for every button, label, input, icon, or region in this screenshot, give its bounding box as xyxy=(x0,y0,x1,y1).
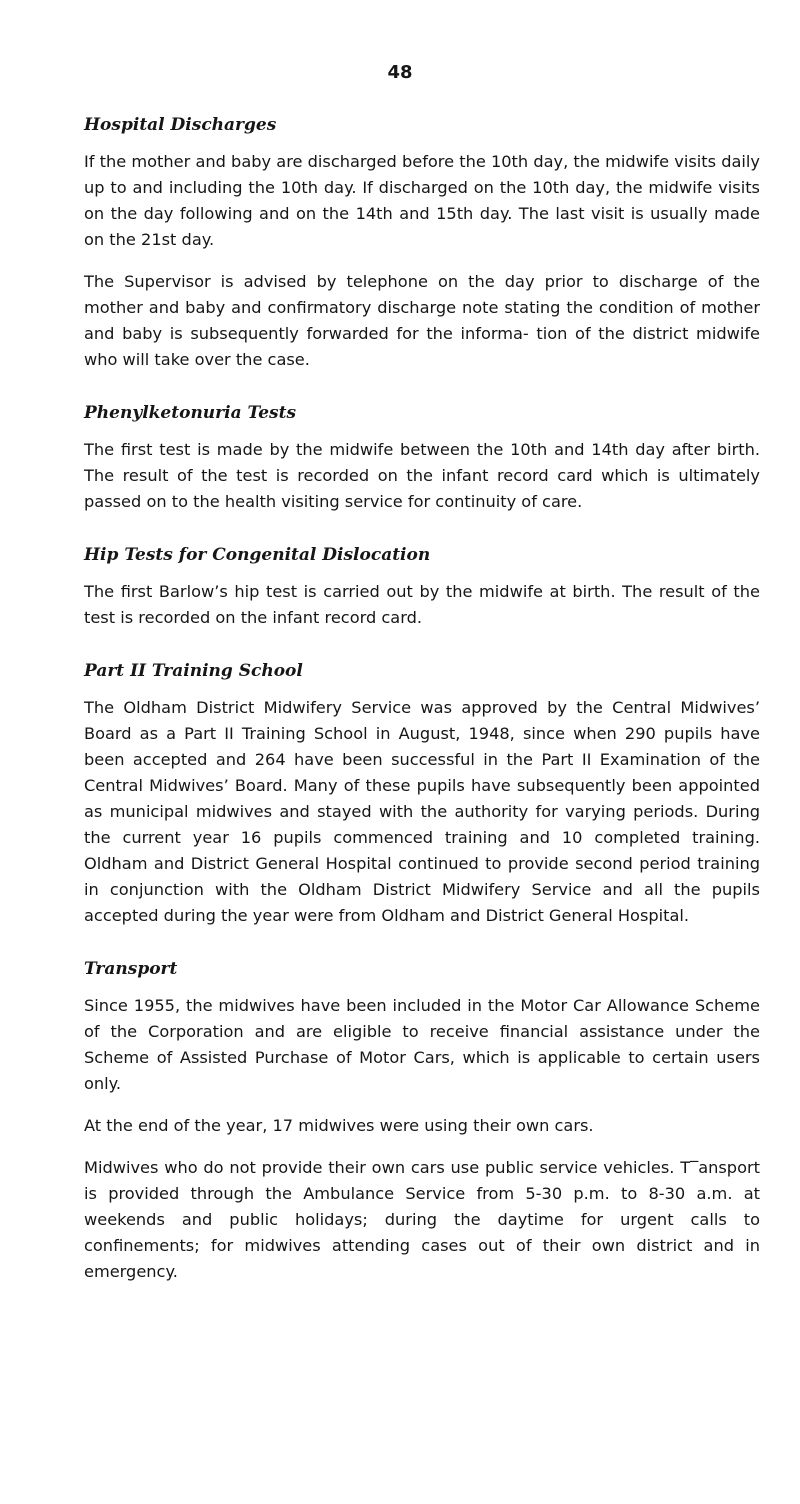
paragraph: The Oldham District Midwifery Service was approved by the Central Midwives’ Board as a Part II Training School in August, 1948, since when 290 pupils have been accepted and 264 have been successful in the Part II Examination of the Central Midwives’ Board. Many of these pupils have subsequently been appointed as municipal midwives and stayed with the authority for varying periods. During the current year 16 pupils commenced training and 10 completed training. Oldham and District General Hospital continued to provide second period training in conjunction with the Oldham District Midwifery Service and all the pupils accepted during the year were from Oldham and District General Hospital. xyxy=(84,698,760,925)
section-hospital-discharges xyxy=(84,112,760,373)
page-number: 48 xyxy=(387,62,413,83)
section-part-ii-training-school xyxy=(84,658,760,929)
paragraph: If the mother and baby are discharged before the 10th day, the midwife visits daily up to and including the 10th day. If discharged on the 10th day, the midwife visits on the day following and on the 14th and 15th day. The last visit is usually made on the 21st day. xyxy=(84,152,760,249)
section-heading: Hospital Discharges xyxy=(84,115,277,135)
paragraph: Since 1955, the midwives have been included in the Motor Car Allowance Scheme of the Corporation and are eligible to receive financial assistance under the Scheme of Assisted Purchase of Motor Cars, which is applicable to certain users only. xyxy=(84,996,760,1093)
paragraph: At the end of the year, 17 midwives were using their own cars. xyxy=(84,1116,594,1135)
section-hip-tests xyxy=(84,542,760,631)
section-transport xyxy=(84,956,760,1285)
paragraph: The first test is made by the midwife between the 10th and 14th day after birth. The result of the test is recorded on the infant record card which is ultimately passed on to the health visiting service for continuity of care. xyxy=(84,440,760,511)
section-phenylketonuria-tests xyxy=(84,400,760,515)
paragraph: The first Barlow’s hip test is carried out by the midwife at birth. The result of the test is recorded on the infant record card. xyxy=(84,582,760,627)
section-heading: Transport xyxy=(84,959,178,979)
paragraph: Midwives who do not provide their own cars use public service vehicles. T‾ansport is provided through the Ambulance Service from 5-30 p.m. to 8-30 a.m. at weekends and public holidays; during the daytime for urgent calls to confinements; for midwives attending cases out of their own district and in emergency. xyxy=(84,1158,760,1281)
paragraph: The Supervisor is advised by telephone on the day prior to discharge of the mother and baby and confirmatory discharge note stating the condition of mother and baby is subsequently forwarded for the informa- tion of the district midwife who will take over the case. xyxy=(84,272,760,369)
section-heading: Part II Training School xyxy=(84,661,303,681)
section-heading: Hip Tests for Congenital Dislocation xyxy=(84,545,431,565)
section-heading: Phenylketonuria Tests xyxy=(84,403,297,423)
page-content xyxy=(84,112,760,1312)
